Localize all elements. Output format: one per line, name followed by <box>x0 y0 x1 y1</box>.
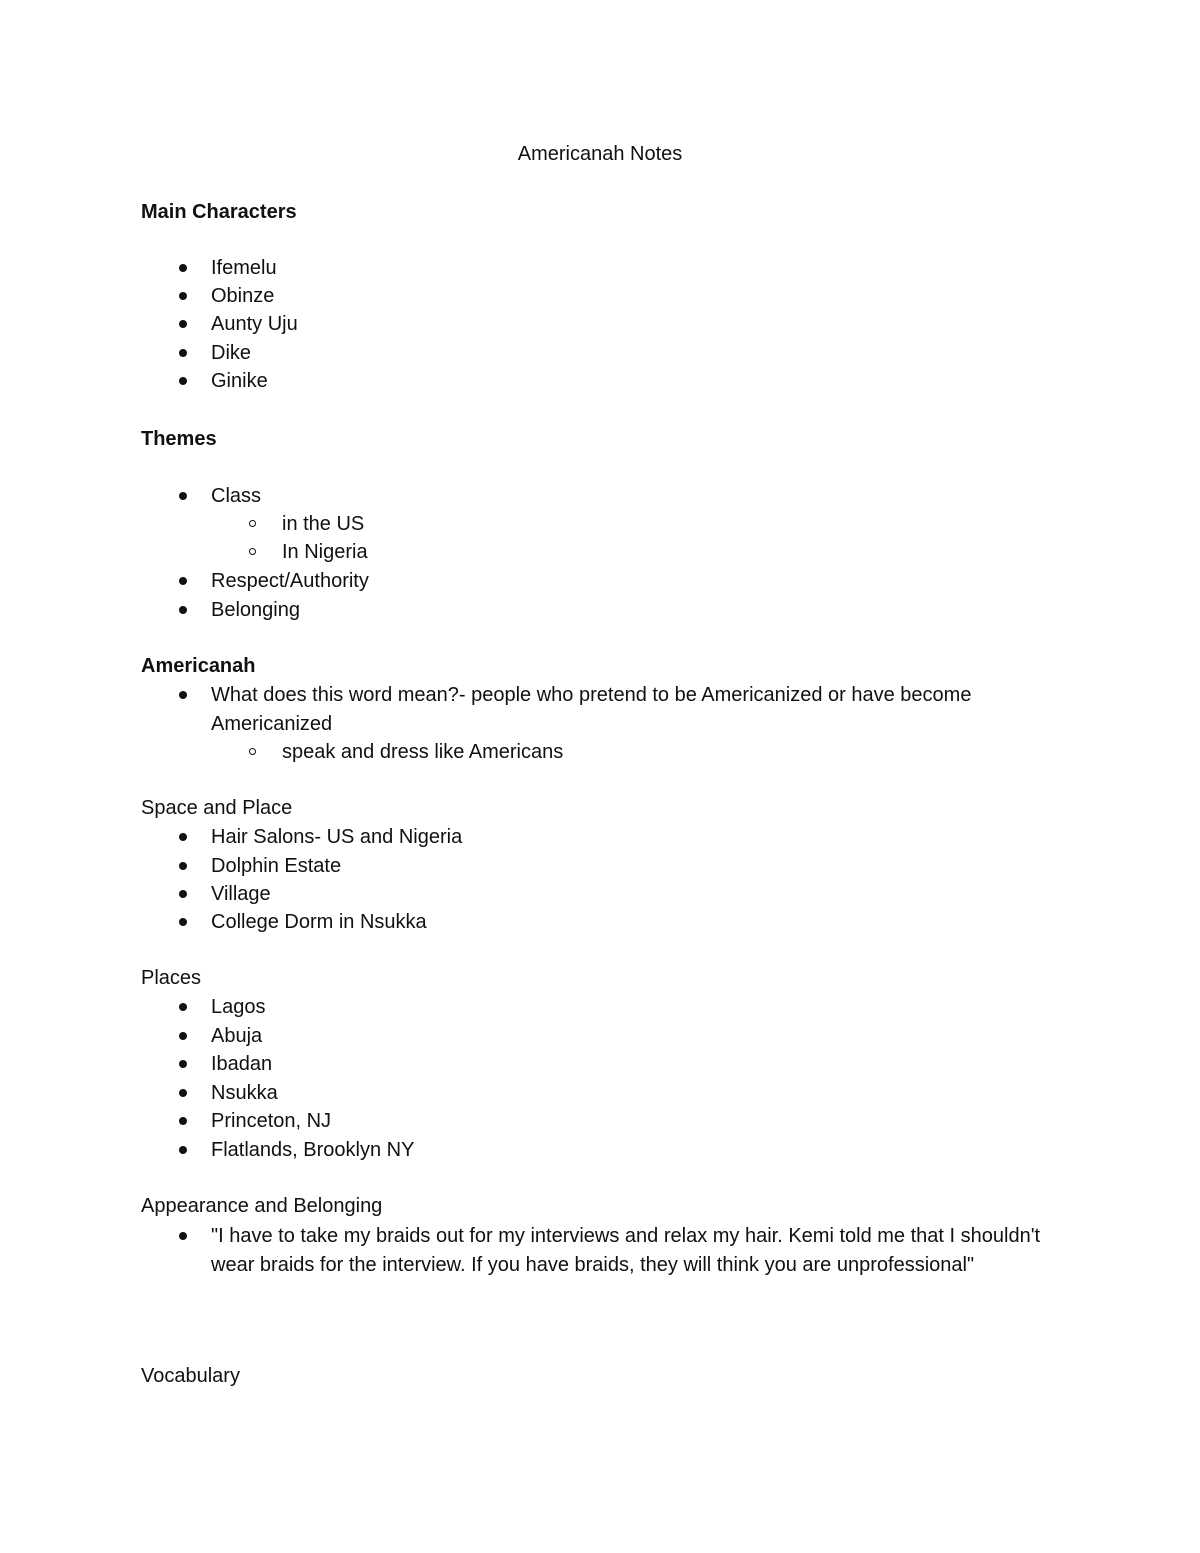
bullet-icon <box>179 1003 187 1011</box>
list-item: Lagos <box>211 996 266 1018</box>
bullet-icon <box>179 320 187 328</box>
bullet-icon <box>179 1232 187 1240</box>
bullet-icon <box>179 292 187 300</box>
quote-item: "I have to take my braids out for my interviews and relax my hair. Kemi told me that I shouldn't wear braids for the interview. If you have braids, they will think you are unprofessional" <box>211 1225 1041 1276</box>
list-item: What does this word mean?- people who pretend to be Americanized or have become Americanized <box>211 684 972 735</box>
bullet-icon <box>179 890 187 898</box>
bullet-icon <box>179 377 187 385</box>
bullet-icon <box>179 862 187 870</box>
list-item: Princeton, NJ <box>211 1110 332 1132</box>
sub-bullet-icon <box>249 548 256 555</box>
list-item: Ifemelu <box>211 257 277 279</box>
bullet-icon <box>179 1117 187 1125</box>
list-item: Dike <box>211 342 252 364</box>
heading-places: Places <box>141 967 202 989</box>
bullet-icon <box>179 349 187 357</box>
bullet-icon <box>179 1060 187 1068</box>
heading-main-characters: Main Characters <box>141 201 297 223</box>
list-item: College Dorm in Nsukka <box>211 911 427 933</box>
list-item: Ginike <box>211 370 268 392</box>
list-item: Abuja <box>211 1025 263 1047</box>
bullet-icon <box>179 606 187 614</box>
list-item: Aunty Uju <box>211 313 298 335</box>
sub-list-item: In Nigeria <box>282 541 368 563</box>
list-item: Dolphin Estate <box>211 855 342 877</box>
bullet-icon <box>179 833 187 841</box>
bullet-icon <box>179 577 187 585</box>
bullet-icon <box>179 918 187 926</box>
heading-themes: Themes <box>141 428 217 450</box>
bullet-icon <box>179 492 187 500</box>
list-item: Obinze <box>211 285 275 307</box>
list-item: Hair Salons- US and Nigeria <box>211 826 463 848</box>
heading-vocabulary: Vocabulary <box>141 1365 240 1387</box>
sub-list-item: in the US <box>282 513 365 535</box>
bullet-icon <box>179 691 187 699</box>
heading-appearance-and-belonging: Appearance and Belonging <box>141 1195 383 1217</box>
list-item: Class <box>211 485 262 507</box>
list-item: Ibadan <box>211 1053 273 1075</box>
list-item: Nsukka <box>211 1082 278 1104</box>
bullet-icon <box>179 1032 187 1040</box>
bullet-icon <box>179 264 187 272</box>
list-item: Flatlands, Brooklyn NY <box>211 1139 415 1161</box>
list-item: Village <box>211 883 271 905</box>
list-item: Respect/Authority <box>211 570 369 592</box>
document-title: Americanah Notes <box>517 143 683 165</box>
sub-bullet-icon <box>249 520 256 527</box>
heading-space-and-place: Space and Place <box>141 797 293 819</box>
heading-americanah: Americanah <box>141 655 256 677</box>
bullet-icon <box>179 1146 187 1154</box>
sub-bullet-icon <box>249 748 256 755</box>
sub-list-item: speak and dress like Americans <box>282 741 564 763</box>
bullet-icon <box>179 1089 187 1097</box>
list-item: Belonging <box>211 599 300 621</box>
